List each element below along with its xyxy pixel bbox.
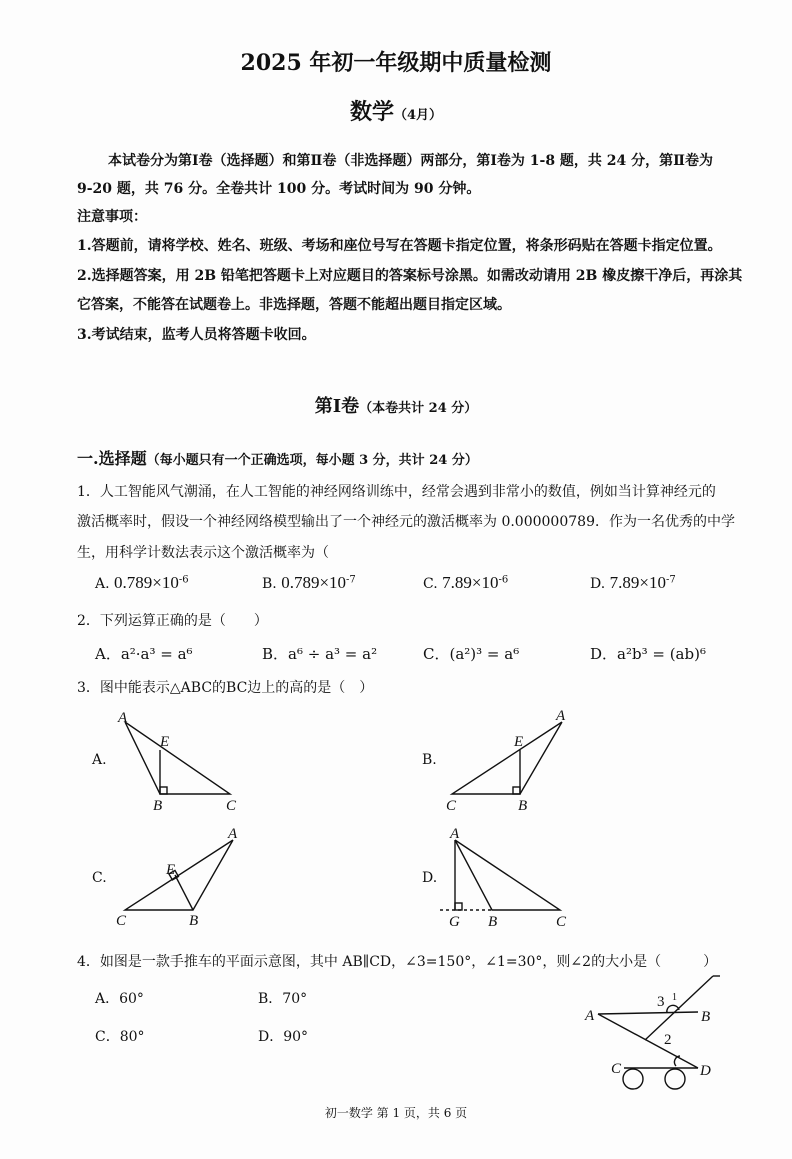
month: （4月）: [393, 108, 443, 123]
angle-label: 3: [657, 994, 665, 1010]
q1-line: 生，用科学计数法表示这个激活概率为（: [77, 545, 329, 561]
part-title: 第Ⅰ卷: [314, 396, 360, 417]
q1-line: 1．人工智能风气潮涌，在人工智能的神经网络训练中，经常会遇到非常小的数值，例如当计算神经元的: [77, 484, 716, 500]
point-label: E: [160, 734, 170, 750]
point-label: B: [518, 798, 528, 814]
point-label: A: [228, 826, 238, 842]
q2-option-b[interactable]: B．a⁶ ÷ a³ = a²: [262, 645, 378, 663]
option-label: C.: [423, 576, 438, 592]
q3-figure-b: [452, 722, 562, 794]
point-label: E: [514, 734, 524, 750]
point-label: C: [556, 914, 567, 930]
angle-label: 2: [664, 1032, 672, 1048]
point-label: A: [118, 710, 128, 726]
q4-stem: 4．如图是一款手推车的平面示意图，其中 AB∥CD，∠3=150°，∠1=30°，则∠2的大小是（ ）: [77, 954, 718, 970]
q3-figure-label-d[interactable]: D.: [422, 870, 438, 886]
point-label: B: [153, 798, 163, 814]
point-label: C: [611, 1061, 622, 1077]
option-label: B.: [262, 576, 277, 592]
q2-stem: 2．下列运算正确的是（ ）: [77, 613, 268, 629]
intro-line: 9-20 题，共 76 分。全卷共计 100 分。考试时间为 90 分钟。: [77, 181, 481, 197]
point-label: A: [450, 826, 460, 842]
note-item: 2.选择题答案，用 2B 铅笔把答题卡上对应题目的答案标号涂黑。如需改动请用 2B 橡皮擦干净后，再涂其: [77, 268, 743, 284]
option-base: 7.89×10: [442, 573, 499, 592]
notes-title: 注意事项：: [77, 209, 147, 225]
q4-option-a[interactable]: A．60°: [95, 991, 144, 1007]
q1-line: 激活概率时，假设一个神经网络模型输出了一个神经元的激活概率为 0.000000789．作为一名优秀的中学: [77, 514, 735, 530]
q2-option-d[interactable]: D．a²b³ = (ab)⁶: [590, 645, 706, 663]
option-base: 7.89×10: [609, 573, 666, 592]
point-label: A: [556, 708, 566, 724]
note-item: 它答案，不能答在试题卷上。非选择题，答题不能超出题目指定区域。: [77, 297, 511, 313]
point-label: C: [226, 798, 237, 814]
note-item: 1.答题前，请将学校、姓名、班级、考场和座位号写在答题卡指定位置，将条形码贴在答题卡指定位置。: [77, 238, 722, 254]
q3-figure-label-a[interactable]: A.: [92, 752, 107, 768]
section-title: 一.选择题: [77, 449, 147, 468]
exam-title: 2025 年初一年级期中质量检测: [240, 50, 552, 76]
page-footer: 初一数学 第 1 页，共 6 页: [324, 1106, 468, 1120]
point-label: D: [700, 1063, 711, 1079]
note-item: 3.考试结束，监考人员将答题卡收回。: [77, 327, 316, 343]
option-base: 0.789×10: [114, 573, 179, 592]
q4-option-c[interactable]: C．80°: [95, 1029, 145, 1045]
point-label: G: [449, 914, 460, 930]
option-label: D.: [590, 576, 606, 592]
q3-figure-a: [125, 722, 230, 794]
option-label: A.: [95, 576, 110, 592]
q2-option-c[interactable]: C．(a²)³ = a⁶: [423, 645, 520, 663]
option-exp: -7: [346, 574, 356, 586]
q3-stem: 3．图中能表示△ABC的BC边上的高的是（ ）: [77, 680, 374, 696]
q2-option-a[interactable]: A．a²·a³ = a⁶: [95, 645, 193, 663]
angle-label: 1: [672, 992, 677, 1003]
q4-option-b[interactable]: B．70°: [258, 991, 308, 1007]
option-base: 0.789×10: [281, 573, 347, 592]
option-exp: -6: [178, 574, 189, 586]
point-label: C: [116, 913, 127, 929]
point-label: E: [166, 862, 176, 878]
option-exp: -7: [665, 574, 676, 586]
option-exp: -6: [498, 574, 509, 586]
section-sub: （每小题只有一个正确选项，每小题 3 分，共计 24 分）: [146, 453, 478, 468]
point-label: B: [189, 913, 199, 929]
q3-figure-label-c[interactable]: C.: [92, 870, 107, 886]
intro-line: 本试卷分为第Ⅰ卷（选择题）和第Ⅱ卷（非选择题）两部分，第Ⅰ卷为 1-8 题，共 24 分，第Ⅱ卷为: [108, 153, 713, 169]
q3-figure-d: [440, 840, 560, 910]
point-label: C: [446, 798, 457, 814]
q3-figure-c: [125, 840, 233, 910]
part-sub: （本卷共计 24 分）: [359, 401, 478, 416]
point-label: B: [488, 914, 498, 930]
q3-figure-label-b[interactable]: B.: [422, 752, 437, 768]
subject: 数学: [349, 99, 394, 125]
point-label: B: [701, 1009, 711, 1025]
point-label: A: [585, 1008, 595, 1024]
q4-option-d[interactable]: D．90°: [258, 1029, 309, 1045]
